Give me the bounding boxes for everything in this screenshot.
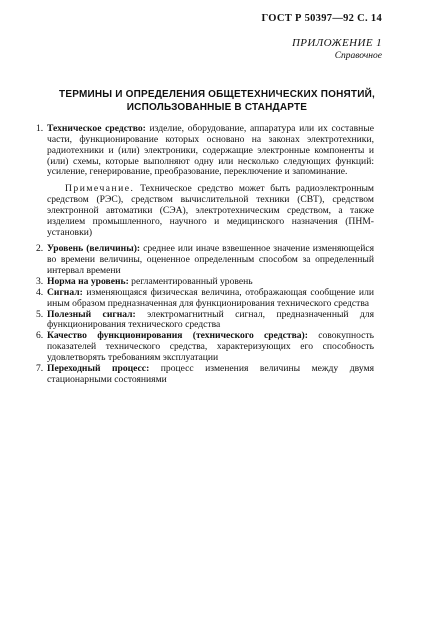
standard-number: ГОСТ Р 50397—92 С. 14 [261,13,382,24]
term-item-7 [36,364,374,386]
term-item-1 [36,124,374,178]
term-name: Переходный процесс: [47,362,150,374]
terms-list [36,124,374,385]
term-number: 2. [36,243,44,255]
term-definition: процесс изменения величины между двумя стационарными состояниями [47,362,374,385]
term-number: 4. [36,286,44,298]
note-label: Примечание. [65,183,135,195]
term-number: 1. [36,123,44,134]
page-title-line-1: ТЕРМИНЫ И ОПРЕДЕЛЕНИЯ ОБЩЕТЕХНИЧЕСКИХ ПОНЯТИЙ, [59,89,375,100]
term-number: 7. [36,362,44,374]
term-definition: изменяющаяся физическая величина, отображающая сообщение или иным образом предназначенная для функционирования технического средства [47,286,374,309]
page-title-line-2: ИСПОЛЬЗОВАННЫЕ В СТАНДАРТЕ [126,102,308,113]
term-item-6 [36,331,374,364]
term-definition: изделие, оборудование, аппаратура или их составные части, функционирование которых основано на законах электротехники, радиотехники и (или) электроники, содержащие электронные компоненты и (или) схемы, которые выполняют одну или несколько следующих функций: усиление, генерирование, преобразование, переключение и запоминание. [47,123,374,178]
term-definition: среднее или иначе взвешенное значение изменяющейся во времени величины, оцененное определенным способом за определенный интервал времени [47,243,374,277]
term-name: Норма на уровень: [47,275,129,287]
term-number: 6. [36,330,44,342]
term-item-4 [36,288,374,310]
term-name: Сигнал: [47,286,83,298]
term-definition: совокупность показателей технического средства, характеризующих его способность удовлетворять требованиям эксплуатации [47,330,375,363]
term-number: 5. [36,308,44,320]
term-name: Уровень (величины): [47,243,141,255]
term-name: Полезный сигнал: [47,308,136,320]
appendix-heading [292,37,382,63]
page-title [50,88,384,114]
note-paragraph [36,184,374,238]
term-definition: электромагнитный сигнал, предназначенный для функционирования технического средства [47,308,375,331]
term-number: 3. [36,275,44,287]
note-text: Техническое средство может быть радиоэлектронным средством (РЭС), средством вычислительной техники (СВТ), средством электронной автоматики (СЭА), электротехническим средством, а также изделием промышленного, научного и медицинского назначения (ПНМ-установки) [47,183,374,238]
term-name: Техническое средство: [47,123,146,134]
term-definition: регламентированный уровень [128,275,253,287]
term-item-2 [36,244,374,277]
appendix-subtitle: Справочное [334,51,382,61]
term-item-5 [36,310,374,332]
appendix-title: ПРИЛОЖЕНИЕ 1 [291,37,382,49]
term-name: Качество функционирования (технического средства): [47,330,308,342]
